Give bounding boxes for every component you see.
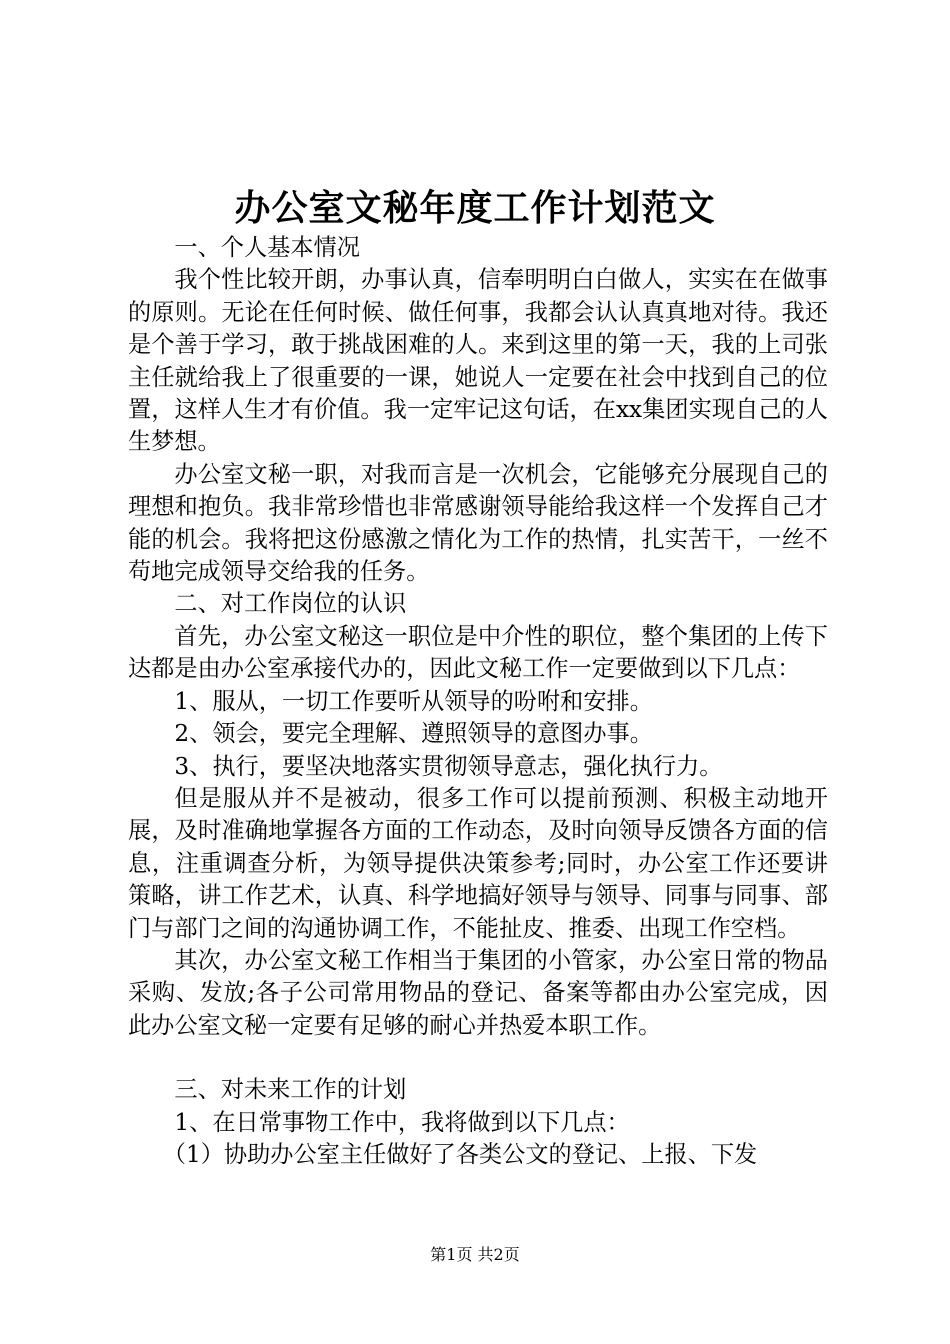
paragraph: 办公室文秘一职，对我而言是一次机会，它能够充分展现自己的理想和抱负。我非常珍惜也非常感谢领导能给我这样一个发挥自己才能的机会。我将把这份感激之情化为工作的热情，扎实苦干，一丝不苟地完成领导交给我的任务。: [128, 460, 828, 586]
page-footer: 第1页 共2页: [430, 1245, 520, 1264]
paragraph: 但是服从并不是被动，很多工作可以提前预测、积极主动地开展，及时准确地掌握各方面的工作动态，及时向领导反馈各方面的信息，注重调查分析，为领导提供决策参考;同时，办公室工作还要讲策略，讲工作艺术，认真、科学地搞好领导与领导、同事与同事、部门与部门之间的沟通协调工作，不能扯皮、推委、出现工作空档。: [128, 784, 828, 942]
list-item: 3、执行，要坚决地落实贯彻领导意志，强化执行力。: [174, 752, 723, 780]
list-item: 1、服从，一切工作要听从领导的吩咐和安排。: [174, 687, 653, 715]
paragraph: 我个性比较开朗，办事认真，信奉明明白白做人，实实在在做事的原则。无论在任何时候、做任何事，我都会认认真真地对待。我还是个善于学习，敢于挑战困难的人。来到这里的第一天，我的上司张主任就给我上了很重要的一课，她说人一定要在社会中找到自己的位置，这样人生才有价值。我一定牢记这句话，在xx集团实现自己的人生梦想。: [128, 266, 828, 456]
sub-list-item: （1）协助办公室主任做好了各类公文的登记、上报、下发: [162, 1140, 758, 1168]
blank-line: [128, 1042, 828, 1074]
document-body: [128, 232, 828, 1171]
document-title: 办公室文秘年度工作计划范文: [234, 187, 716, 229]
list-item: 2、领会，要完全理解、遵照领导的意图办事。: [174, 720, 653, 748]
section-heading-1: 一、个人基本情况: [174, 234, 360, 261]
section-heading-2: 二、对工作岗位的认识: [174, 590, 407, 618]
paragraph: 其次，办公室文秘工作相当于集团的小管家，办公室日常的物品采购、发放;各子公司常用物品的登记、备案等都由办公室完成，因此办公室文秘一定要有足够的耐心并热爱本职工作。: [128, 946, 828, 1039]
paragraph: 首先，办公室文秘这一职位是中介性的职位，整个集团的上传下达都是由办公室承接代办的，因此文秘工作一定要做到以下几点：: [128, 622, 828, 683]
section-heading-3: 三、对未来工作的计划: [174, 1076, 407, 1104]
list-item: 1、在日常事物工作中，我将做到以下几点：: [174, 1108, 630, 1136]
